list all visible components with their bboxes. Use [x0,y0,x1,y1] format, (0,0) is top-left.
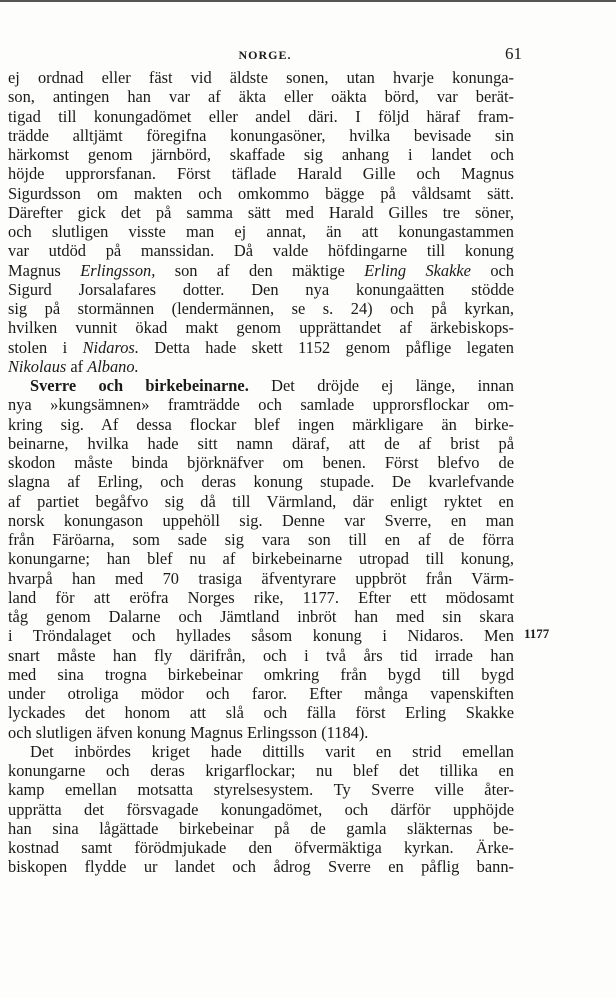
text-line [8,492,514,511]
text-run: konungarne och deras krigarflockar; nu blef det tillika en [8,761,514,780]
text-line [8,838,514,857]
text-run: höjde upprorsfanan. Först täflade Harald Gille och Magnus [8,164,514,184]
text-run: en man [431,510,514,530]
text-line [8,338,514,357]
text-run: i Tröndalaget och hyllades såsom konung i Nidaros. Men [8,626,514,646]
text-run: härkomst genom järnbörd, skaffade sig anhang i landet och [8,145,514,164]
text-run: sig på stormännen (lendermännen, se s. 24) och på kyrkan, [8,299,514,318]
text-run: under otroliga mödor och faror. Efter många vapenskiften [8,684,514,703]
text-line [8,684,514,703]
text-run: norsk konungason uppehöll sig. Denne var [8,510,385,530]
italic-name: Nikolaus [8,356,67,376]
text-line [8,357,514,376]
text-run: slagna af Erling, och deras konung stupade. De kvarlefvande [8,472,514,492]
text-run: skodon måste binda björknäfver om benen. Först blefvo de [8,453,514,472]
text-line [8,184,514,203]
text-line [8,434,514,453]
text-run: Det inbördes kriget hade dittills varit en strid emellan [30,741,514,761]
text-line [8,318,514,337]
text-line [8,472,514,491]
text-run: stolen i [8,337,83,357]
text-line [8,569,514,588]
text-line [8,626,514,645]
text-line [8,145,514,164]
text-line [8,588,514,607]
italic-name: Nidaros. [82,337,139,357]
text-run: han sina lågättade birkebeinar på de gamla släkternas be- [8,818,514,838]
running-head: NORGE. [238,48,292,62]
text-run: tigad till konungadömet eller andel däri. I följd häraf fram- [8,106,514,126]
text-run: snart måste han fly därifrån, och i två års tid irrade han [8,645,514,665]
text-run: trädde alltjämt föregifna konungasöner, hvilka bevisade sin [8,125,514,145]
text-run: och slutligen visste man ej annat, än att konungastammen [8,222,514,241]
text-line [8,530,514,549]
text-line [8,761,514,780]
text-run: var utdöd på manssidan. Då valde höfdingarne till konung [8,241,514,261]
text-run: lyckades det honom att slå och fälla först Erling Skakke [8,703,514,723]
text-run: Därefter gick det på samma sätt med Harald Gilles tre söner, [8,202,514,222]
text-line [8,222,514,241]
text-run: hvilken vunnit ökad makt genom upprättandet af ärkebiskops- [8,318,514,338]
text-run: Det dröjde ej länge, innan [248,376,514,395]
text-line [8,646,514,665]
top-border-rule [0,0,616,2]
italic-name: Erlingsson, [80,260,156,280]
text-run: kamp emellan motsatta styrelsesystem. Ty Sverre ville åter- [8,780,514,800]
text-run: hvarpå han med 70 trasiga äfventyrare uppbröt från Värm- [8,568,514,588]
text-run: Sverre, [384,510,432,530]
text-run: Sigurd Jorsalafares dotter. Den nya konungaätten stödde [8,279,514,299]
text-line [8,819,514,838]
text-line [8,126,514,145]
text-line [8,164,514,183]
text-run: hvilka hade sitt namn däraf, att de af brist på [68,433,514,453]
text-line [8,511,514,530]
page-number: 61 [505,44,522,63]
text-run: Magnus [8,260,81,280]
italic-name: Albano. [87,356,139,376]
text-run: med sina trogna birkebeinar omkring från bygd till bygd [8,664,514,684]
text-run: Detta hade skett 1152 genom påflige legaten [138,337,514,357]
text-line [8,415,514,434]
text-line [8,857,514,876]
text-line [8,723,514,742]
text-run: biskopen flydde ur landet och ådrog Sverre en påflig bann- [8,857,514,877]
text-line [8,780,514,799]
text-run: tåg genom Dalarne och Jämtland inbröt han med sin skara [8,607,514,626]
text-run: Sigurdsson om makten och omkommo bägge på våldsamt sätt. [8,183,514,203]
text-run: och [470,260,514,280]
text-run: land för att eröfra Norges rike, 1177. Efter ett mödosamt [8,587,514,607]
text-line [8,395,514,414]
body-text [8,68,514,877]
text-run: nya »kungsämnen» framträdde och samlade upprorsflockar om- [8,395,514,415]
text-run: af partiet begåfvo sig då till Värmland, där enligt ryktet en [8,491,514,511]
text-line [8,376,514,395]
italic-name: Erling Skakke [364,260,471,280]
text-line [8,800,514,819]
page-header [8,44,522,68]
text-line [8,107,514,126]
text-line [8,742,514,761]
text-line [8,241,514,260]
text-line [8,68,514,87]
text-line [8,299,514,318]
text-run: konungarne; han blef nu af birkebeinarne utropad till konung, [8,549,514,569]
text-run: upprätta det försvagade konungadömet, och därför upphöjde [8,799,514,819]
margin-year-note: 1177 [524,626,550,641]
text-run: beinarne, [8,433,69,453]
text-line [8,665,514,684]
text-line [8,261,514,280]
text-run: son af den mäktige [155,260,365,280]
text-run: son, antingen han var af äkta eller oäkta börd, var berät- [8,87,514,107]
text-line [8,703,514,722]
text-line [8,280,514,299]
text-run: kostnad samt förödmjukade den öfvermäktiga kyrkan. Ärke- [8,838,514,857]
text-line [8,607,514,626]
text-run: och slutligen äfven konung Magnus Erlingsson (1184). [8,722,369,742]
text-run: kring sig. Af dessa flockar blef ingen märkligare än [8,414,475,434]
text-line [8,87,514,106]
text-line [8,549,514,568]
section-heading: Sverre och birkebeinarne. [30,376,249,395]
text-line [8,203,514,222]
text-run: från Färöarna, som sade sig vara son till en af de förra [8,530,514,549]
text-line [8,453,514,472]
text-run: af [66,356,88,376]
text-run: ej ordnad eller fäst vid äldste sonen, utan hvarje konunga- [8,68,514,87]
text-run: birke- [474,414,514,434]
